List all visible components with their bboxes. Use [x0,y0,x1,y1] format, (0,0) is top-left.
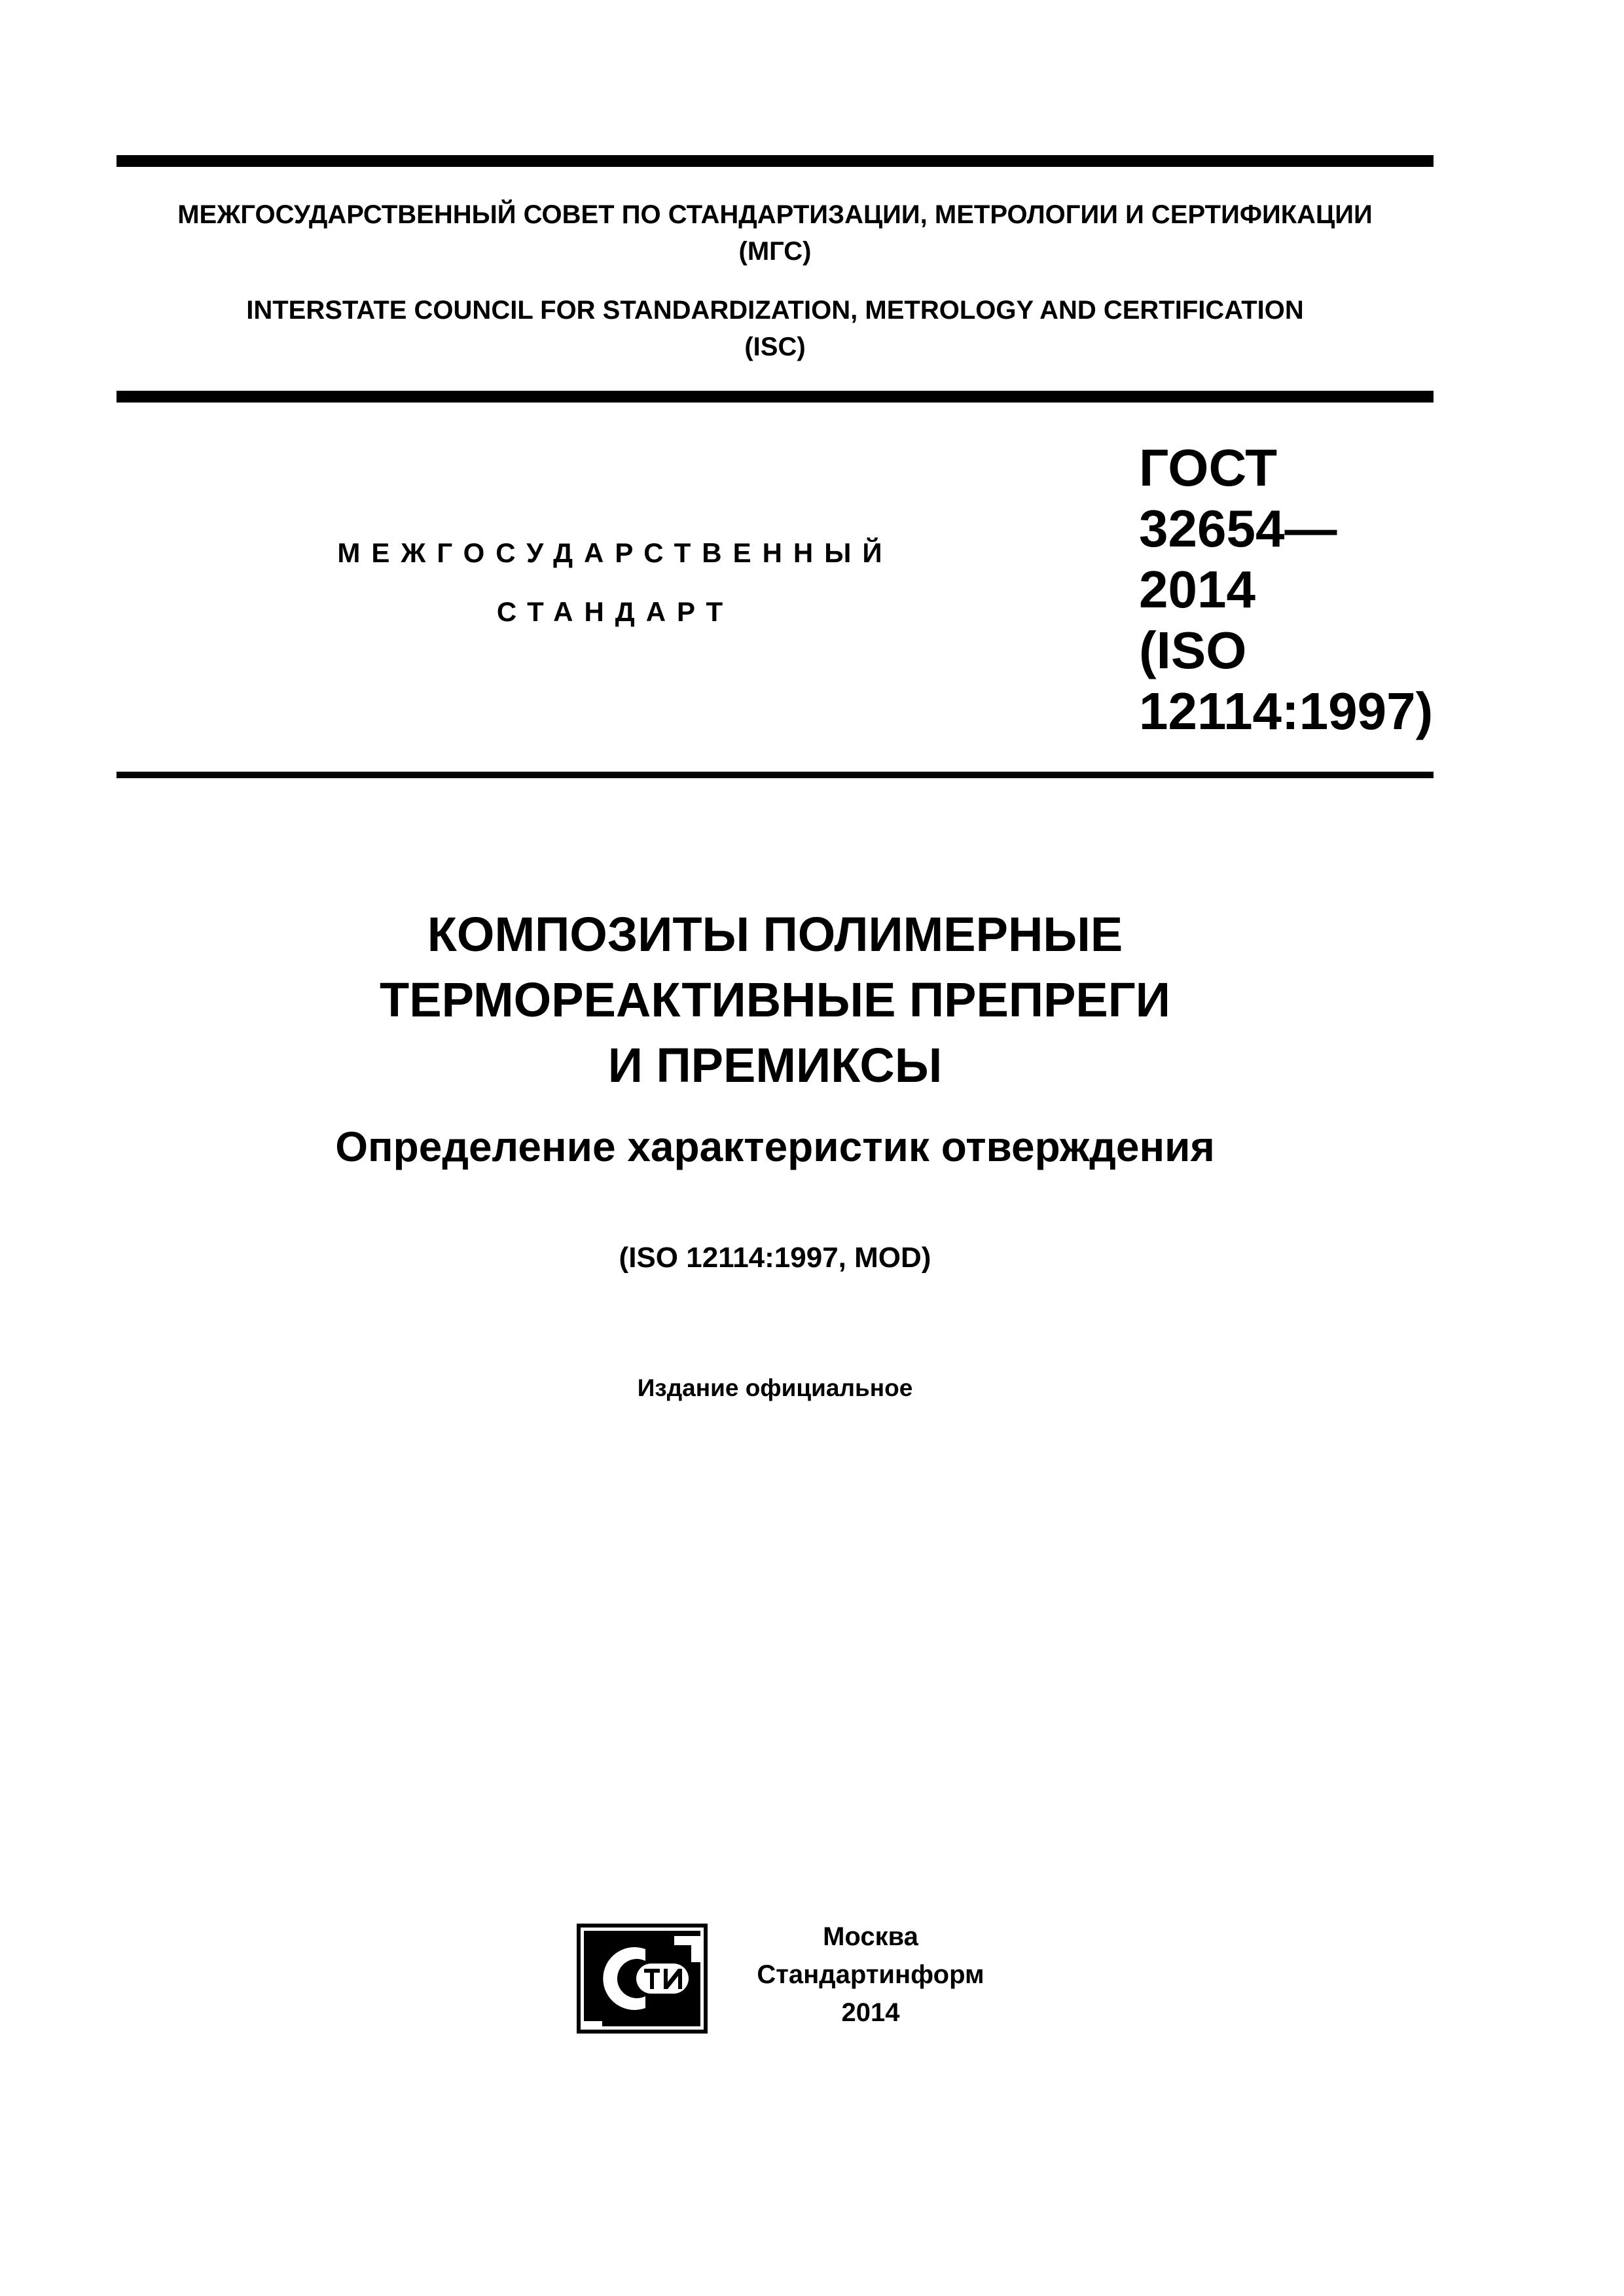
publisher-block [720,1918,1021,2032]
standard-designation [1139,437,1434,742]
standartinform-logo-icon [576,1923,708,2034]
council-name-russian [117,196,1434,270]
title-line1: КОМПОЗИТЫ ПОЛИМЕРНЫЕ [427,907,1123,961]
title-line3: И ПРЕМИКСЫ [607,1038,943,1092]
iso-reference: (ISO 12114:1997, MOD) [619,1242,931,1274]
council-abbreviation-ru: (МГС) [738,237,812,266]
standard-type [288,524,943,641]
council-name-english [117,292,1434,365]
designation-line2: 32654— [1139,499,1337,558]
publisher-city: Москва [823,1922,918,1951]
standard-type-line1: МЕЖГОСУДАРСТВЕННЫЙ [337,537,893,568]
edition-label: Издание официальное [637,1374,913,1401]
council-abbreviation-en: (ISC) [744,332,806,361]
document-subtitle: Определение характеристик отверждения [335,1123,1215,1170]
council-name-en-line1: INTERSTATE COUNCIL FOR STANDARDIZATION, METROLOGY AND CERTIFICATION [246,296,1304,325]
document-title [117,902,1434,1098]
publisher-name: Стандартинформ [757,1960,984,1989]
top-divider [117,155,1434,167]
publication-year: 2014 [841,1998,900,2027]
council-name-ru-line1: МЕЖГОСУДАРСТВЕННЫЙ СОВЕТ ПО СТАНДАРТИЗАЦИИ, МЕТРОЛОГИИ И СЕРТИФИКАЦИИ [177,200,1373,229]
designation-line5: 12114:1997) [1139,682,1434,740]
designation-line1: ГОСТ [1139,439,1278,497]
title-line2: ТЕРМОРЕАКТИВНЫЕ ПРЕПРЕГИ [380,973,1170,1027]
bottom-divider [117,772,1434,778]
designation-line3: 2014 [1139,560,1255,619]
designation-line4: (ISO [1139,621,1247,679]
middle-divider [117,391,1434,403]
standard-type-line2: СТАНДАРТ [496,596,734,627]
